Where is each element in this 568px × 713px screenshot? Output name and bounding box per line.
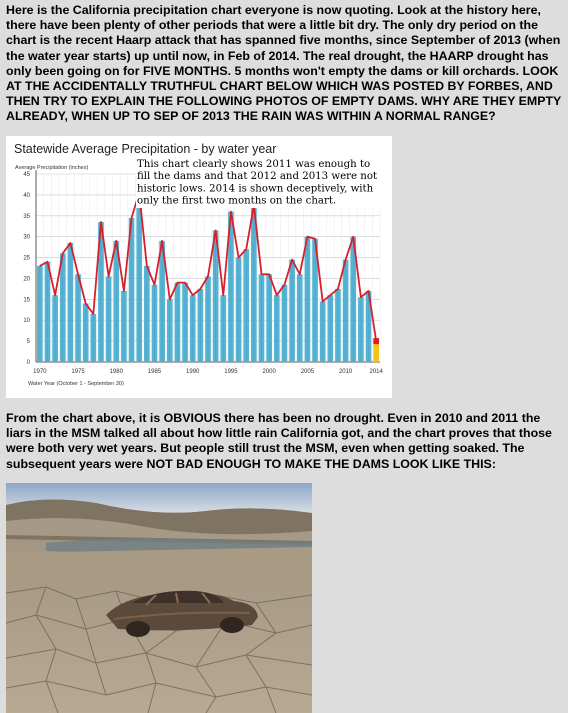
precipitation-chart-svg <box>6 136 392 398</box>
y-tick-label: 30 <box>23 234 30 241</box>
x-tick-label: 2010 <box>338 369 353 375</box>
chart-annotation-line: fill the dams and that 2012 and 2013 were not <box>137 171 378 183</box>
x-tick-label: 1985 <box>147 369 162 375</box>
y-tick-label: 0 <box>26 360 30 366</box>
x-tick-label: 2014 <box>369 369 383 375</box>
chart-xlabel: Water Year (October 1 - September 30) <box>28 381 124 387</box>
x-tick-label: 1990 <box>186 369 200 375</box>
empty-dam-photo-illustration <box>6 483 312 713</box>
x-tick-label: 2005 <box>300 369 315 375</box>
empty-dam-photo <box>6 483 312 713</box>
chart-annotation-line: This chart clearly shows 2011 was enough to <box>137 159 371 170</box>
chart-title: Statewide Average Precipitation - by water year <box>14 142 277 156</box>
chart-annotation-line: only the first two months on the chart. <box>137 195 337 207</box>
y-tick-label: 40 <box>23 192 30 199</box>
y-tick-label: 5 <box>26 339 30 346</box>
y-tick-label: 35 <box>23 213 30 220</box>
x-tick-label: 2000 <box>262 369 276 375</box>
after-chart-paragraph: From the chart above, it is OBVIOUS there has been no drought. Even in 2010 and 2011 the liars in the MSM talked all about how little rain California got, and the chart proves that those were both very wet years. But people still trust the MSM, even when getting soaked. The subsequent years were NOT BAD ENOUGH TO MAKE THE DAMS LOOK LIKE THIS: <box>6 411 552 471</box>
y-tick-label: 15 <box>23 297 30 304</box>
x-tick-label: 1975 <box>71 369 85 375</box>
chart-annotation-line: historic lows. 2014 is shown deceptively, with <box>137 183 374 195</box>
y-tick-label: 25 <box>23 255 30 262</box>
x-tick-label: 1970 <box>33 369 47 375</box>
chart-ylabel: Average Precipitation (inches) <box>15 165 89 171</box>
intro-paragraph: Here is the California precipitation chart everyone is now quoting. Look at the history here, there have been plenty of other periods that were a little bit dry. The only dry period on the chart is the recent Haarp attack that has spanned five months, since September of 2013 (when the water year starts) up until now, in Feb of 2014. The real drought, the HAARP drought has only been going on for FIVE MONTHS. 5 months won't empty the dams or kill orchards. LOOK AT THE ACCIDENTALLY TRUTHFUL CHART BELOW WHICH WAS POSTED BY FORBES, AND THEN TRY TO EXPLAIN THE FOLLOWING PHOTOS OF EMPTY DAMS. WHY ARE THEY EMPTY ALREADY, WHEN UP TO SEP OF 2013 THE RAIN WAS WITHIN A NORMAL RANGE? <box>6 3 562 124</box>
precipitation-chart <box>6 136 392 398</box>
chart-point-2014 <box>373 338 379 344</box>
chart-bar-2014 <box>373 341 379 362</box>
y-tick-label: 10 <box>23 318 30 325</box>
y-tick-label: 20 <box>23 276 30 283</box>
y-tick-label: 45 <box>23 172 30 178</box>
x-tick-label: 1980 <box>109 369 123 375</box>
x-tick-label: 1995 <box>224 369 238 375</box>
